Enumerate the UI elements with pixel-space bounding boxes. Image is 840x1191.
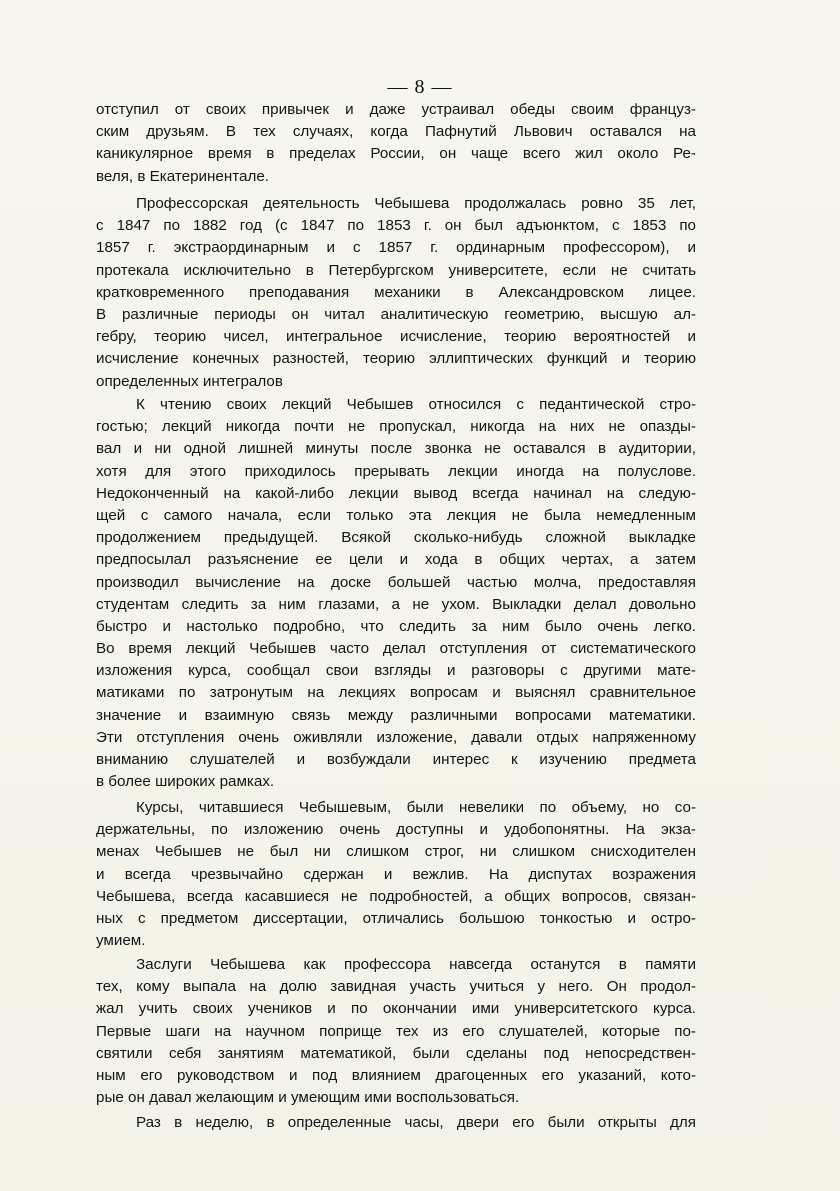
text-line: Заслуги Чебышева как профессора навсегда останутся в памяти <box>136 956 696 973</box>
text-line: предпосылал разъяснение ее цели и хода в общих чертах, а затем <box>96 551 696 569</box>
text-line: быстро и настолько подробно, что следить за ним было очень легко. <box>96 617 696 635</box>
text-line: ным его руководством и под влиянием драгоценных его указаний, кото- <box>96 1066 696 1084</box>
text-line: кратковременного преподавания механики в Александровском лицее. <box>96 283 696 301</box>
text-line: В различные периоды он читал аналитическую геометрию, высшую ал- <box>96 305 696 323</box>
text-line: щей с самого начала, если только эта лекция не была немедленным <box>96 506 696 524</box>
text-line: в более широких рамках. <box>96 773 275 791</box>
text-line: гебру, теорию чисел, интегральное исчисление, теорию вероятностей и <box>96 328 696 346</box>
text-line: ским друзьям. В тех случаях, когда Пафнутий Львович оставался на <box>96 123 696 141</box>
text-line: гостью; лекций никогда почти не пропускал, никогда на них не опазды- <box>96 418 696 436</box>
paragraph-1 <box>96 99 696 188</box>
text-line: исчисление конечных разностей, теорию эллиптических функций и теорию <box>96 350 696 368</box>
text-line: умием. <box>96 932 146 950</box>
text-line: матиками по затронутым на лекциях вопросам и выяснял сравнительное <box>96 684 696 702</box>
text-line: менах Чебышев не был ни слишком строг, ни слишком снисходителен <box>96 843 696 861</box>
text-line: каникулярное время в пределах России, он чаще всего жил около Ре- <box>96 145 696 163</box>
text-line: Эти отступления очень оживляли изложение, давали отдых напряженному <box>96 728 696 746</box>
text-line: протекала исключительно в Петербургском университете, если не считать <box>96 261 696 279</box>
page-number: — 8 — <box>387 76 453 98</box>
text-line: Профессорская деятельность Чебышева продолжалась ровно 35 лет, <box>136 195 696 212</box>
text-line: 1857 г. экстраординарным и с 1857 г. ординарным профессором), и <box>96 239 696 257</box>
text-line: вниманию слушателей и возбуждали интерес к изучению предмета <box>96 751 696 768</box>
text-line: и всегда чрезвычайно сдержан и вежлив. На диспутах возражения <box>96 865 696 883</box>
paragraph-6 <box>96 1112 696 1134</box>
text-line: значение и взаимную связь между различными вопросами математики. <box>96 706 696 724</box>
text-line: Курсы, читавшиеся Чебышевым, были невелики по объему, но со- <box>136 799 696 816</box>
text-line: Первые шаги на научном поприще тех из его слушателей, которые по- <box>96 1022 696 1040</box>
text-line: Недоконченный на какой-либо лекции вывод всегда начинал на следую- <box>96 484 696 502</box>
text-line: Чебышева, всегда касавшиеся не подробностей, а общих вопросов, связан- <box>96 887 696 905</box>
text-line: производил вычисление на доске большей частью молча, предоставляя <box>96 573 696 591</box>
text-line: Раз в неделю, в определенные часы, двери его были открыты для <box>136 1114 696 1131</box>
text-line: вал и ни одной лишней минуты после звонка не оставался в аудитории, <box>96 440 696 458</box>
text-line: с 1847 по 1882 год (с 1847 по 1853 г. он был адъюнктом, с 1853 по <box>96 217 696 235</box>
text-line: хотя для этого приходилось прерывать лекции иногда на полуслове. <box>96 462 696 480</box>
text-line: рые он давал желающим и умеющим ими воспользоваться. <box>96 1089 520 1107</box>
paragraph-5 <box>96 954 696 1109</box>
text-line: ных с предметом диссертации, отличались большою тонкостью и остро- <box>96 909 696 927</box>
text-line: студентам следить за ним глазами, а не ухом. Выкладки делал довольно <box>96 595 696 613</box>
text-line: определенных интегралов <box>96 372 283 390</box>
text-line: продолжением предыдущей. Всякой сколько-нибудь сложной выкладке <box>96 529 696 547</box>
text-line: К чтению своих лекций Чебышев относился с педантической стро- <box>136 396 696 413</box>
text-line: отступил от своих привычек и даже устраивал обеды своим француз- <box>96 101 696 118</box>
text-line: жал учить своих учеников и по окончании ими университетского курса. <box>96 1000 696 1018</box>
text-line: держательны, по изложению очень доступны и удобопонятны. На экза- <box>96 821 696 839</box>
text-line: Во время лекций Чебышев часто делал отступления от систематического <box>96 640 696 658</box>
paragraph-3 <box>96 394 696 793</box>
text-line: изложения курса, сообщал свои взгляды и разговоры с другими мате- <box>96 662 696 680</box>
paragraph-4 <box>96 797 696 952</box>
text-line: тех, кому выпала на долю завидная участь учиться у него. Он продол- <box>96 978 696 996</box>
text-line: святили себя занятиям математикой, были сделаны под непосредствен- <box>96 1044 696 1062</box>
text-line: веля, в Екатеринентале. <box>96 167 270 185</box>
paragraph-2 <box>96 193 696 393</box>
